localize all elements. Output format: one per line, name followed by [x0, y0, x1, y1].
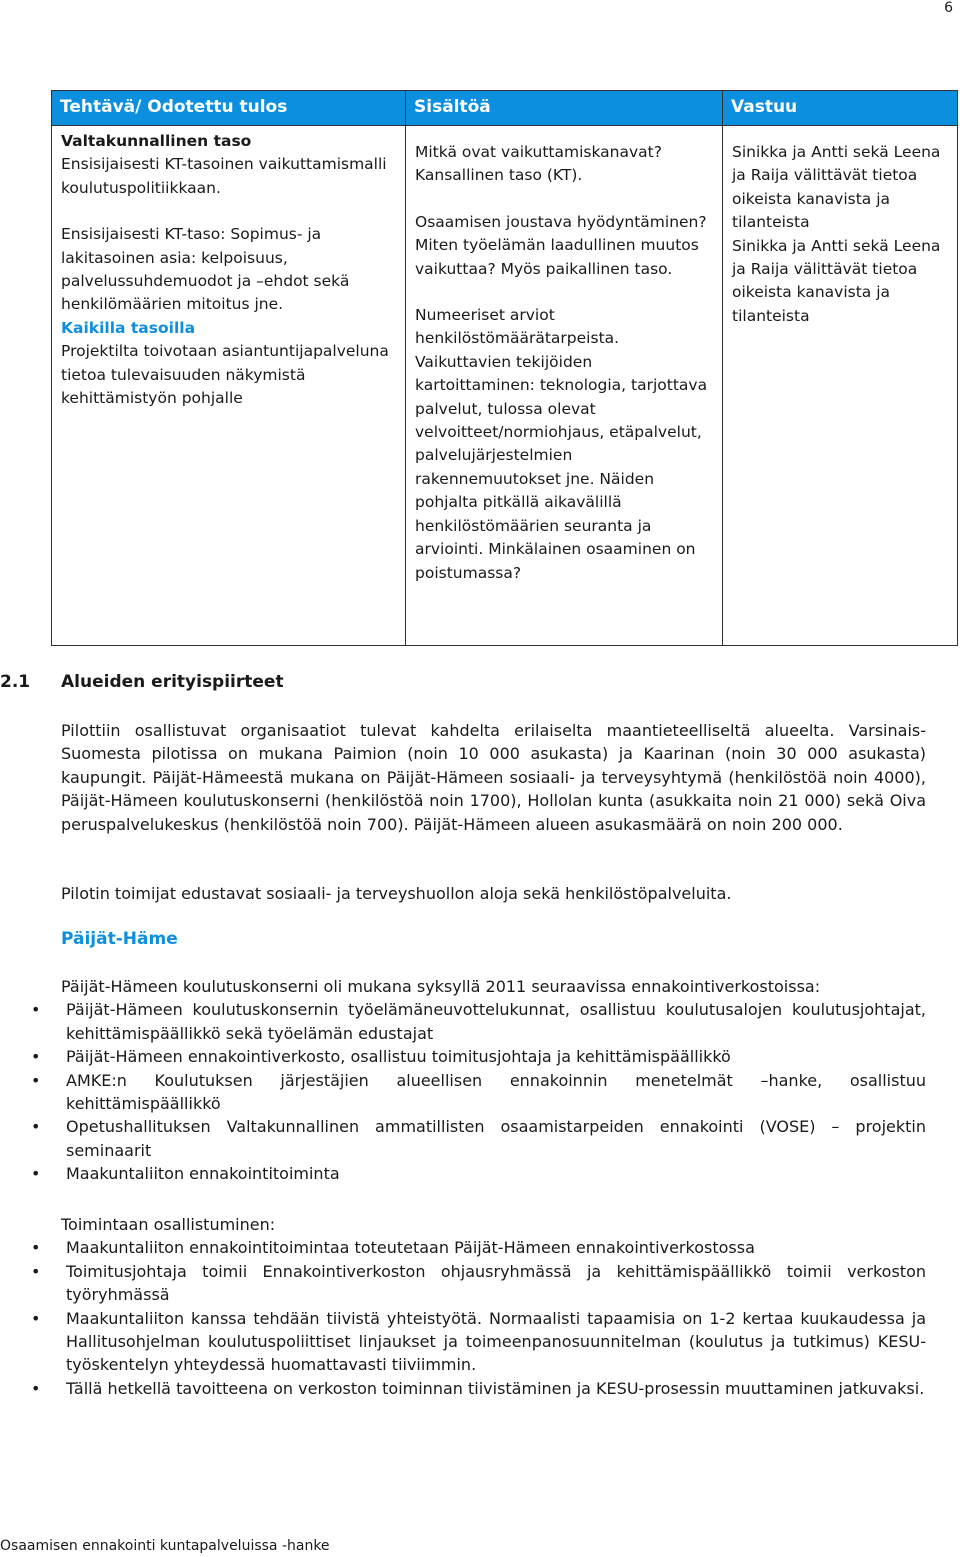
cell-text: Sinikka ja Antti sekä Leena ja Raija välittävät tietoa oikeista kanavista ja tilanteista: [732, 143, 941, 232]
list-item: • Maakuntaliiton ennakointitoiminta: [0, 1162, 926, 1185]
list-item: • Päijät-Hämeen ennakointiverkosto, osallistuu toimitusjohtaja ja kehittämispäällikkö: [0, 1045, 926, 1068]
network-list: [61, 998, 926, 1185]
list-item: • Päijät-Hämeen koulutuskonsernin työelämäneuvottelukunnat, osallistuu koulutusalojen koulutusjohtajat, kehittämispäällikkö sekä työelämän edustajat: [0, 998, 926, 1045]
participation-list: [61, 1236, 926, 1400]
participation-list-block: [61, 1213, 926, 1400]
table-header-row: [52, 91, 958, 126]
cell-text: Sinikka ja Antti sekä Leena ja Raija välittävät tietoa oikeista kanavista ja tilanteista: [732, 236, 941, 325]
list-item: • Opetushallituksen Valtakunnallinen ammatillisten osaamistarpeiden ennakointi (VOSE) – projektin seminaarit: [0, 1115, 926, 1162]
cell-heading-national: Valtakunnallinen taso: [61, 132, 252, 150]
cell-task: [52, 126, 406, 646]
list-item: • Tällä hetkellä tavoitteena on verkoston toiminnan tiivistäminen ja KESU-prosessin muuttaminen jatkuvaksi.: [0, 1377, 926, 1400]
section-body-2: [61, 882, 926, 905]
list-item: • AMKE:n Koulutuksen järjestäjien alueellisen ennakoinnin menetelmät –hanke, osallistuu kehittämispäällikkö: [0, 1069, 926, 1116]
subsection-title: Päijät-Häme: [61, 929, 178, 949]
paragraph: Pilotin toimijat edustavat sosiaali- ja terveyshuollon aloja sekä henkilöstöpalveluita.: [61, 884, 732, 903]
cell-content: [406, 126, 723, 646]
list-item: • Maakuntaliiton kanssa tehdään tiivistä yhteistyötä. Normaalisti tapaamisia on 1-2 kertaa kuukaudessa ja Hallitusohjelman koulutuspoliittiset linjaukset ja toimeenpanosuunnitelman (koulutus ja tutkimus) KESU-työskentelyn yhteydessä huomattavasti tiiviimmin.: [0, 1307, 926, 1377]
cell-text: Ensisijaisesti KT-tasoinen vaikuttamismalli koulutuspolitiikkaan.: [61, 155, 387, 197]
section-number: 2.1: [0, 672, 31, 692]
page-number: 6: [944, 0, 953, 16]
header-responsibility: Vastuu: [723, 91, 958, 126]
cell-responsibility: [723, 126, 958, 646]
cell-text: Mitkä ovat vaikuttamiskanavat? Kansallinen taso (KT).: [415, 143, 662, 185]
page-footer: Osaamisen ennakointi kuntapalveluissa -hanke: [0, 1538, 330, 1554]
header-content: Sisältöä: [406, 91, 723, 126]
section-heading: [0, 672, 284, 692]
paragraph: Päijät-Hämeen koulutuskonserni oli mukana syksyllä 2011 seuraavissa ennakointiverkostoissa:: [61, 977, 821, 996]
section-body: [61, 719, 926, 836]
cell-text: Osaamisen joustava hyödyntäminen? Miten työelämän laadullinen muutos vaikuttaa? Myös paikallinen taso.: [415, 212, 707, 278]
list-item: • Toimitusjohtaja toimii Ennakointiverkoston ohjausryhmässä ja kehittämispäällikkö toimii verkoston työryhmässä: [0, 1260, 926, 1307]
header-task: Tehtävä/ Odotettu tulos: [52, 91, 406, 126]
network-list-block: [61, 975, 926, 1186]
cell-text: Projektilta toivotaan asiantuntijapalveluna tietoa tulevaisuuden näkymistä kehittämistyön pohjalle: [61, 342, 389, 408]
paragraph: Pilottiin osallistuvat organisaatiot tulevat kahdelta erilaiselta maantieteelliseltä alueelta. Varsinais-Suomesta pilotissa on mukana Paimion (noin 10 000 asukasta) ja Kaarinan (noin 30 000 asukasta) kaupungit. Päijät-Hämeestä mukana on Päijät-Hämeen sosiaali- ja terveysyhtymä (henkilöstöä noin 4000), Päijät-Hämeen koulutuskonserni (henkilöstöä noin 1700), Hollolan kunta (asukkaita noin 21 000) sekä Oiva peruspalvelukeskus (henkilöstöä noin 700). Päijät-Hämeen alueen asukasmäärä on noin 200 000.: [61, 721, 926, 834]
task-table: [51, 90, 958, 646]
section-title: Alueiden erityispiirteet: [61, 672, 284, 692]
paragraph: Toimintaan osallistuminen:: [61, 1215, 276, 1234]
list-item: • Maakuntaliiton ennakointitoimintaa toteutetaan Päijät-Hämeen ennakointiverkostossa: [0, 1236, 926, 1259]
table-row: [52, 126, 958, 646]
cell-text: Ensisijaisesti KT-taso: Sopimus- ja lakitasoinen asia: kelpoisuus, palvelussuhdemuodot ja –ehdot sekä henkilömäärien mitoitus jne.: [61, 225, 350, 314]
cell-text: Vaikuttavien tekijöiden kartoittaminen: teknologia, tarjottava palvelut, tulossa olevat velvoitteet/normiohjaus, etäpalvelut, palvelujärjestelmien rakennemuutokset jne. Näiden pohjalta pitkällä aikavälillä henkilöstömäärien seuranta ja arviointi. Minkälainen osaaminen on poistumassa?: [415, 352, 708, 582]
cell-heading-all-levels: Kaikilla tasoilla: [61, 318, 196, 337]
cell-text: Numeeriset arviot henkilöstömäärätarpeista.: [415, 306, 620, 348]
